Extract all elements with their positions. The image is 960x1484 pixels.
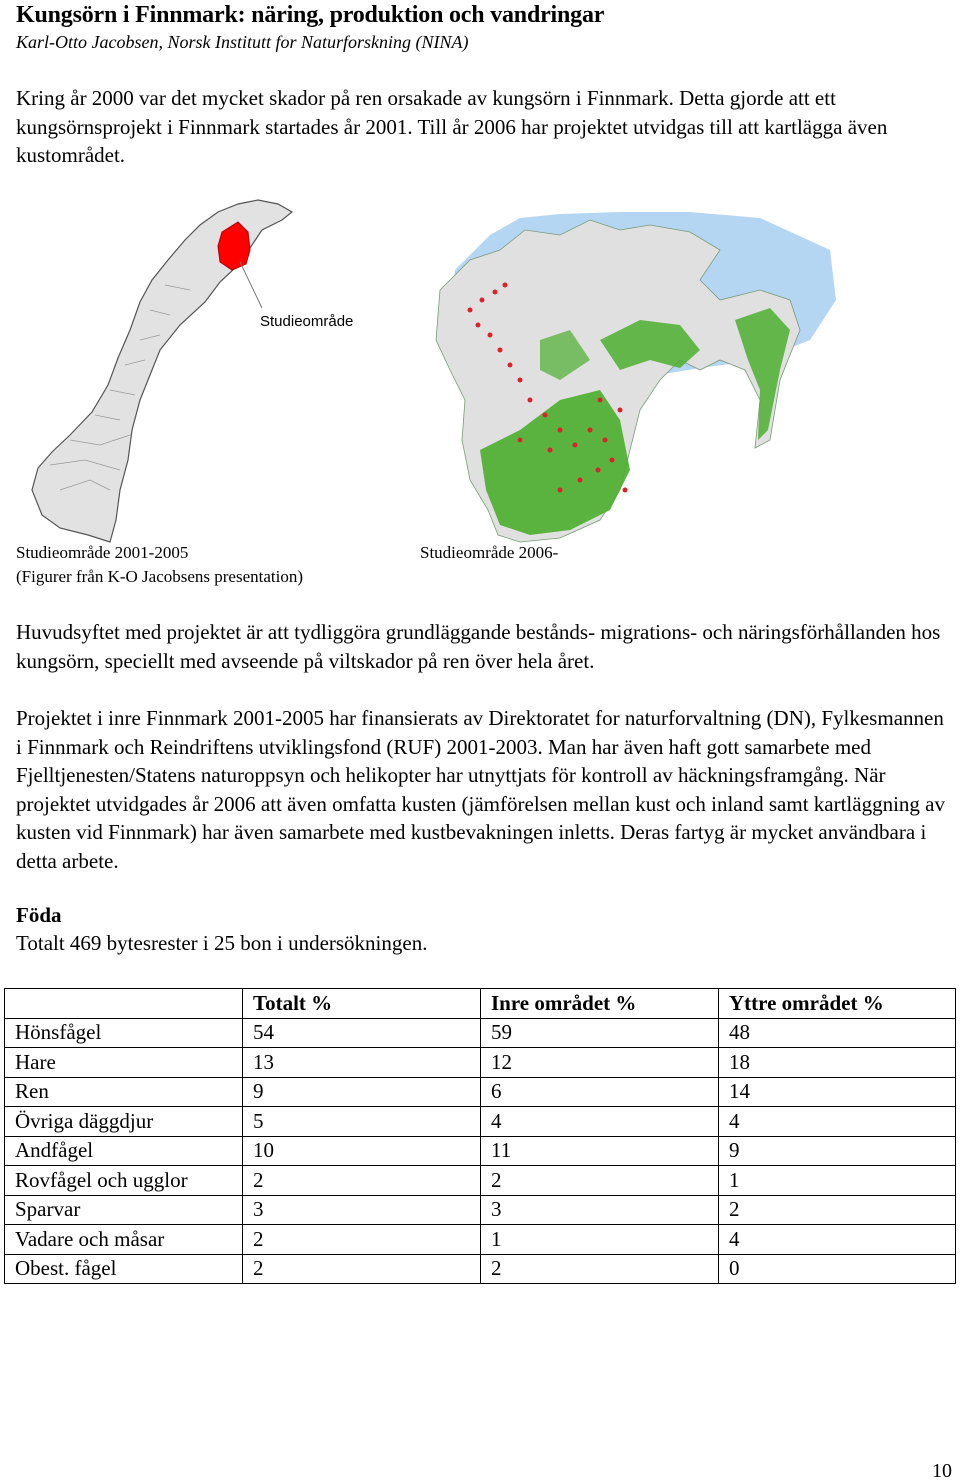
table-cell: 48	[719, 1018, 956, 1048]
table-cell: 14	[719, 1077, 956, 1107]
table-row	[5, 1254, 956, 1284]
table-cell: 13	[243, 1048, 481, 1078]
table-header-row	[5, 989, 956, 1019]
header-cell: Totalt %	[243, 989, 481, 1019]
finnmark-map	[436, 212, 836, 542]
table-cell: Andfågel	[5, 1136, 243, 1166]
table-cell: 4	[719, 1107, 956, 1137]
table-cell: Övriga däggdjur	[5, 1107, 243, 1137]
header-cell: Inre området %	[481, 989, 719, 1019]
table-cell: Hönsfågel	[5, 1018, 243, 1048]
table-cell: Ren	[5, 1077, 243, 1107]
table-cell: Sparvar	[5, 1195, 243, 1225]
norway-map	[32, 200, 353, 542]
table-cell: 2	[481, 1254, 719, 1284]
table-row	[5, 1018, 956, 1048]
food-summary: Totalt 469 bytesrester i 25 bon i undersökningen.	[16, 931, 428, 955]
table-cell: 1	[719, 1166, 956, 1196]
funding-paragraph: Projektet i inre Finnmark 2001-2005 har finansierats av Direktoratet for naturforvaltning (DN), Fylkesmannen i Finnmark och Reindriftens utviklingsfond (RUF) 2001-2003. Man har även haft gott samarbete med Fjelltjenesten/Statens naturoppsyn och helikopter har utnyttjats för kontroll av häckningsframgång. När projektet utvidgades år 2006 att även omfatta kusten (jämförelsen mellan kust och inland samt kartläggning av kusten vid Finnmark) har även samarbete med kustbevakningen inletts. Deras fartyg är mycket användbara i detta arbete.	[16, 706, 945, 873]
table-cell: 5	[243, 1107, 481, 1137]
table-row	[5, 1077, 956, 1107]
table-cell: 2	[243, 1225, 481, 1255]
header-cell: Yttre området %	[719, 989, 956, 1019]
purpose-paragraph: Huvudsyftet med projektet är att tydliggöra grundläggande bestånds- migrations- och näringsförhållanden hos kungsörn, speciellt med avseende på viltskador på ren över hela året.	[16, 620, 941, 673]
table-cell: 1	[481, 1225, 719, 1255]
author-line: Karl-Otto Jacobsen, Norsk Institutt for Naturforskning (NINA)	[16, 32, 469, 52]
caption-left-period: Studieområde 2001-2005	[16, 543, 189, 562]
table-cell: 2	[481, 1166, 719, 1196]
header-cell	[5, 989, 243, 1019]
table-cell: Vadare och måsar	[5, 1225, 243, 1255]
table-row	[5, 1195, 956, 1225]
table-cell: 11	[481, 1136, 719, 1166]
table-cell: Hare	[5, 1048, 243, 1078]
table-cell: Rovfågel och ugglor	[5, 1166, 243, 1196]
intro-paragraph: Kring år 2000 var det mycket skador på ren orsakade av kungsörn i Finnmark. Detta gjorde att ett kungsörnsprojekt i Finnmark startades år 2001. Till år 2006 har projektet utvidgas till att kartlägga även kustområdet.	[16, 86, 888, 167]
table-row	[5, 1107, 956, 1137]
study-area-map-label: Studieområde	[260, 313, 354, 330]
table-cell: 4	[719, 1225, 956, 1255]
table-cell: 0	[719, 1254, 956, 1284]
table-cell: 9	[243, 1077, 481, 1107]
table-cell: 3	[243, 1195, 481, 1225]
table-row	[5, 1048, 956, 1078]
food-heading: Föda	[16, 903, 62, 927]
table-cell: 10	[243, 1136, 481, 1166]
document-title: Kungsörn i Finnmark: näring, produktion och vandringar	[16, 2, 605, 28]
table-row	[5, 1225, 956, 1255]
table-row	[5, 1136, 956, 1166]
table-cell: 4	[481, 1107, 719, 1137]
table-cell: 2	[243, 1166, 481, 1196]
table-cell: 9	[719, 1136, 956, 1166]
table-cell: 6	[481, 1077, 719, 1107]
table-cell: 2	[243, 1254, 481, 1284]
table-cell: 54	[243, 1018, 481, 1048]
table-cell: 18	[719, 1048, 956, 1078]
table-cell: 3	[481, 1195, 719, 1225]
page-number: 10	[932, 1460, 952, 1482]
table-row	[5, 1166, 956, 1196]
table-cell: 2	[719, 1195, 956, 1225]
table-cell: 59	[481, 1018, 719, 1048]
diet-table	[4, 988, 956, 1284]
table-cell: Obest. fågel	[5, 1254, 243, 1284]
caption-right-period: Studieområde 2006-	[420, 543, 559, 562]
maps-figure	[0, 190, 960, 545]
caption-left-source: (Figurer från K-O Jacobsens presentation)	[16, 567, 304, 586]
table-cell: 12	[481, 1048, 719, 1078]
